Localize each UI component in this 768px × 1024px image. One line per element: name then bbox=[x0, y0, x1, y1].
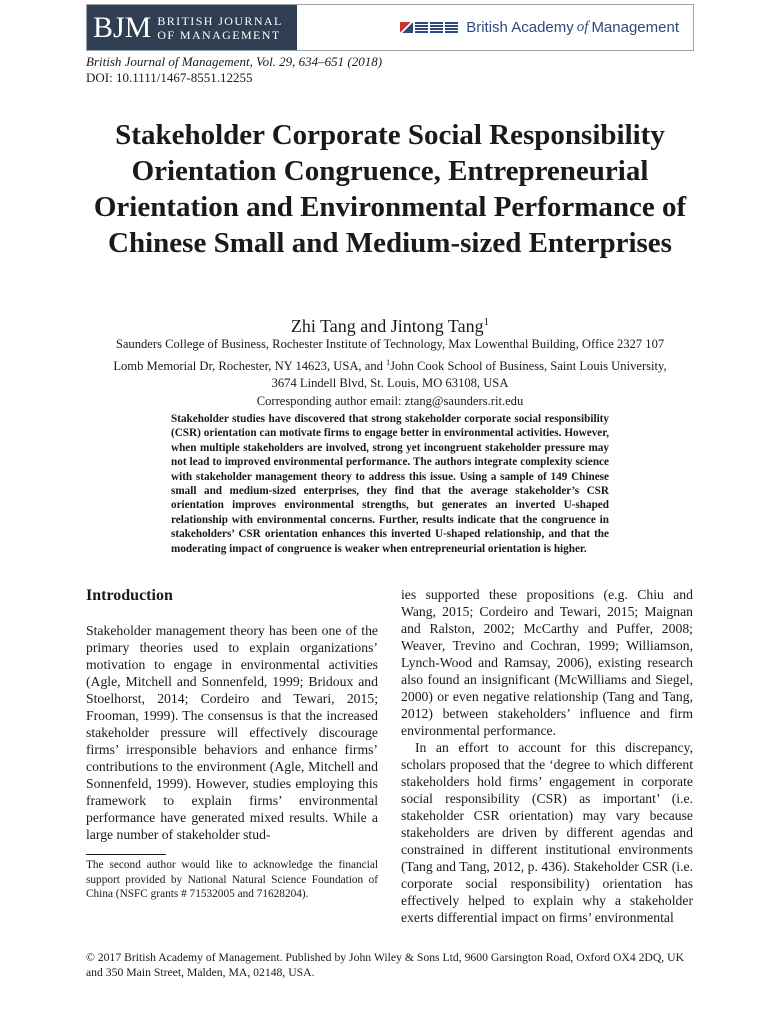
right-column bbox=[401, 586, 693, 926]
bam-flag-icon bbox=[398, 22, 458, 33]
journal-citation: British Journal of Management, Vol. 29, 634–651 (2018) bbox=[86, 54, 383, 69]
bjm-name-line1: BRITISH JOURNAL bbox=[157, 13, 283, 28]
affiliation-sup: 1 bbox=[386, 357, 391, 367]
affiliation-line2a: Lomb Memorial Dr, Rochester, NY 14623, USA, and bbox=[113, 358, 383, 373]
journal-header-banner bbox=[86, 4, 694, 51]
bjm-logo-mark: BJM bbox=[93, 10, 152, 44]
doi: DOI: 10.1111/1467-8551.12255 bbox=[86, 70, 253, 85]
affiliation-line2b: John Cook School of Business, Saint Louis University, bbox=[390, 358, 667, 373]
author-sup: 1 bbox=[483, 316, 490, 328]
author-names: Zhi Tang and Jintong Tang bbox=[290, 316, 484, 336]
acknowledgement-footnote: The second author would like to acknowledge the financial support provided by National Natural Science Foundation of China (NSFC grants # 71532005 and 71628204). bbox=[86, 859, 378, 901]
corresponding-email: Corresponding author email: ztang@saunders.rit.edu bbox=[256, 393, 524, 408]
bjm-logo bbox=[87, 5, 297, 50]
left-column bbox=[86, 586, 378, 843]
affiliation-line2 bbox=[76, 354, 704, 376]
affiliation-line1: Saunders College of Business, Rochester Institute of Technology, Max Lowenthal Building, Office 2327 107 bbox=[115, 337, 665, 351]
author-line bbox=[70, 310, 710, 338]
bam-name-of: of bbox=[576, 19, 589, 35]
footnote-divider bbox=[86, 854, 166, 855]
citation-block bbox=[86, 54, 382, 86]
affiliations bbox=[76, 336, 704, 410]
abstract: Stakeholder studies have discovered that strong stakeholder corporate social responsibility (CSR) orientation can motivate firms to engage better in environmental activities. However, when multiple stakeholders are involved, strong yet incongruent stakeholder pressure may not lead to improved environmental performance. The authors integrate complexity science with stakeholder management theory to address this issue. Using a sample of 149 Chinese small and medium-sized enterprises, they find that the average stakeholder’s CSR orientation improves environmental strengths, but generates an inverted U-shaped relationship with environmental concerns. Further, results indicate that the congruence in stakeholders’ CSR orientation enhances this inverted U-shaped relationship, and that the moderating impact of congruence is weaker when entrepreneurial orientation is higher. bbox=[171, 413, 609, 555]
bam-logo bbox=[297, 5, 693, 50]
bjm-name-line2: OF MANAGEMENT bbox=[157, 27, 281, 42]
affiliation-line3: 3674 Lindell Blvd, St. Louis, MO 63108, USA bbox=[271, 376, 509, 391]
intro-paragraph-1: Stakeholder management theory has been one of the primary theories used to explain organizations’ motivation to engage in environmental activities (Agle, Mitchell and Sonnenfeld, 1999; Bridoux and Stoelhorst, 2014; Cordeiro and Tewari, 2015; Frooman, 1999). The consensus is that the increased stakeholder pressure will effectively discourage firms’ irresponsible behaviors and enhance firms’ contributions to the environment (Agle, Mitchell and Sonnenfeld, 1999). However, studies employing this framework to explain firms’ environmental performance have generated mixed results. While a large number of stakeholder stud- bbox=[86, 623, 378, 842]
copyright-notice: © 2017 British Academy of Management. Published by John Wiley & Sons Ltd, 9600 Garsington Road, Oxford OX4 2DQ, UK and 350 Main Street, Malden, MA, 02148, USA. bbox=[86, 951, 685, 979]
intro-paragraph-2: In an effort to account for this discrepancy, scholars proposed that the ‘degree to which different stakeholders hold firms’ engagement in corporate social responsibility (CSR) as important’ (i.e. stakeholder CSR orientation) may vary because stakeholders are driven by different agendas and constrained in different institutional environments (Tang and Tang, 2012, p. 436). Stakeholder CSR (i.e. corporate social responsibility) orientation has effectively helped to explain why a stakeholder exerts differential impact on firms’ environmental bbox=[401, 740, 693, 925]
bjm-logo-name bbox=[157, 14, 282, 42]
bam-name-before: British Academy bbox=[466, 19, 574, 36]
section-heading-introduction: Introduction bbox=[86, 587, 173, 604]
article-title: Stakeholder Corporate Social Responsibility Orientation Congruence, Entrepreneurial Orientation and Environmental Performance of Chinese Small and Medium-sized Enterprises bbox=[93, 119, 687, 259]
intro-paragraph-continued: ies supported these propositions (e.g. Chiu and Wang, 2015; Cordeiro and Tewari, 2015; Maignan and Ralston, 2002; McCarthy and Puffer, 2008; Weaver, Trevino and Cochran, 1999; Williamson, Lynch-Wood and Ramsay, 2006), existing research also found an insignificant (McWilliams and Siegel, 2000) or even negative relationship (Tang and Tang, 2012) between stakeholders’ influence and firm environmental performance. bbox=[401, 587, 693, 738]
bam-name-after: Management bbox=[591, 19, 679, 36]
